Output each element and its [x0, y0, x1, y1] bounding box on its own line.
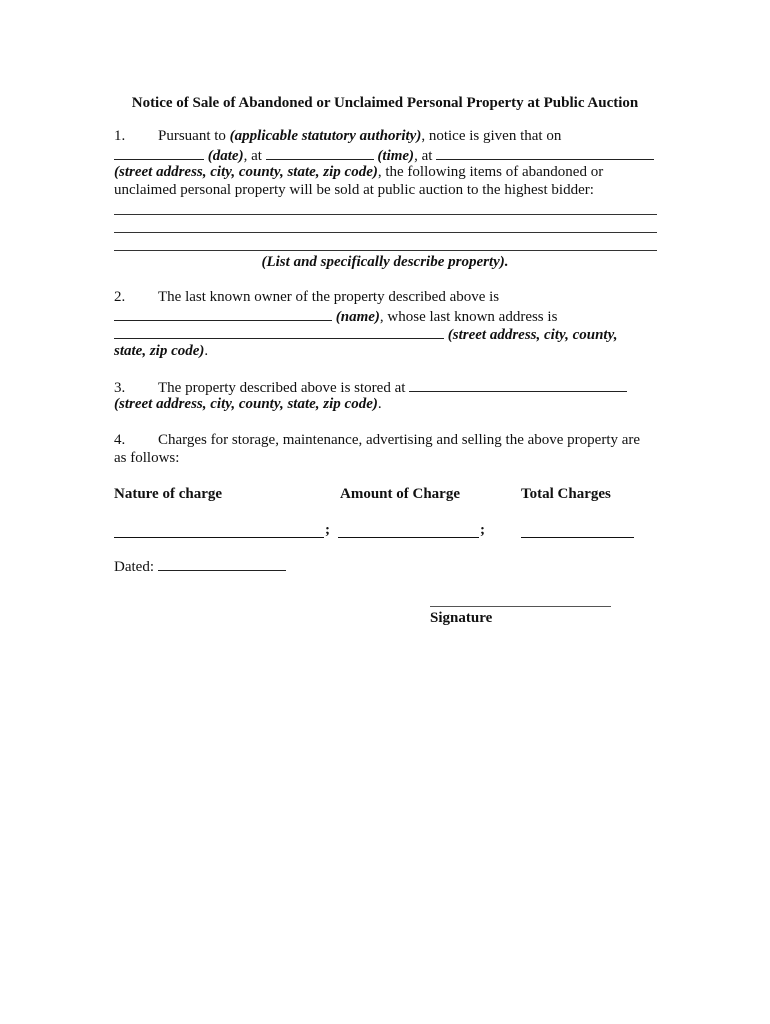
section-3-number: 3.	[114, 380, 126, 396]
header-nature-of-charge: Nature of charge	[114, 486, 223, 502]
time-blank[interactable]	[266, 145, 374, 160]
date-label: (date)	[207, 148, 244, 164]
signature-label: Signature	[430, 610, 493, 626]
date-blank[interactable]	[114, 145, 204, 160]
separator-1: ;	[325, 522, 330, 538]
section-1-line-3-tail: , the following items of abandoned or	[377, 164, 604, 180]
signature-line[interactable]	[430, 606, 611, 607]
property-list-line-2[interactable]	[114, 232, 657, 233]
section-3-text: The property described above is stored at	[158, 380, 410, 396]
dated-row	[114, 556, 286, 576]
section-1-line-4: unclaimed personal property will be sold at public auction to the highest bidder:	[114, 182, 594, 198]
section-3-line-1	[114, 377, 627, 397]
section-1-text-tail: , notice is given that on	[421, 128, 562, 144]
section-1-line-3	[114, 163, 603, 181]
section-2-line-2	[114, 306, 557, 326]
section-2-line-4	[114, 342, 208, 360]
dated-label: Dated:	[114, 559, 158, 575]
owner-name-blank[interactable]	[114, 306, 332, 321]
dated-blank[interactable]	[158, 556, 286, 571]
property-list-line-3[interactable]	[114, 250, 657, 251]
owner-address-label-cont: state, zip code)	[114, 343, 205, 359]
at-text-2: , at	[414, 148, 437, 164]
document-title: Notice of Sale of Abandoned or Unclaimed Personal Property at Public Auction	[131, 95, 639, 111]
section-4-line-2: as follows:	[114, 450, 180, 466]
section-1-line-2	[114, 145, 654, 165]
header-amount-of-charge: Amount of Charge	[340, 486, 460, 502]
time-label: (time)	[377, 148, 415, 164]
auction-address-label: (street address, city, county, state, zip code)	[114, 164, 378, 180]
owner-address-blank[interactable]	[114, 324, 444, 339]
section-2-number: 2.	[114, 289, 126, 305]
owner-address-label: (street address, city, county,	[447, 327, 618, 343]
storage-address-label: (street address, city, county, state, zip code)	[114, 396, 378, 412]
section-2-text: The last known owner of the property described above is	[158, 289, 500, 305]
amount-of-charge-blank[interactable]	[338, 537, 479, 538]
statutory-authority-label: (applicable statutory authority)	[229, 128, 422, 144]
section-4-number: 4.	[114, 432, 126, 448]
nature-of-charge-blank[interactable]	[114, 537, 324, 538]
section-1-text: Pursuant to	[158, 128, 230, 144]
total-charges-blank[interactable]	[521, 537, 634, 538]
section-4-text: Charges for storage, maintenance, advertising and selling the above property are	[158, 432, 641, 448]
section-4-line-1	[114, 431, 640, 449]
section-2-line-3	[114, 324, 617, 344]
section-1-line-1	[114, 127, 561, 145]
section-2-line-1	[114, 288, 499, 306]
section-2-line-2-tail: , whose last known address is	[379, 309, 558, 325]
location-blank[interactable]	[436, 145, 654, 160]
section-1-number: 1.	[114, 128, 126, 144]
section-3-period: .	[377, 396, 382, 412]
section-3-line-2	[114, 395, 382, 413]
section-2-period: .	[204, 343, 209, 359]
separator-2: ;	[480, 522, 485, 538]
at-text-1: , at	[243, 148, 266, 164]
storage-address-blank[interactable]	[409, 377, 627, 392]
property-list-label: (List and specifically describe property).	[261, 254, 509, 270]
property-list-line-1[interactable]	[114, 214, 657, 215]
header-total-charges: Total Charges	[521, 486, 611, 502]
owner-name-label: (name)	[335, 309, 380, 325]
